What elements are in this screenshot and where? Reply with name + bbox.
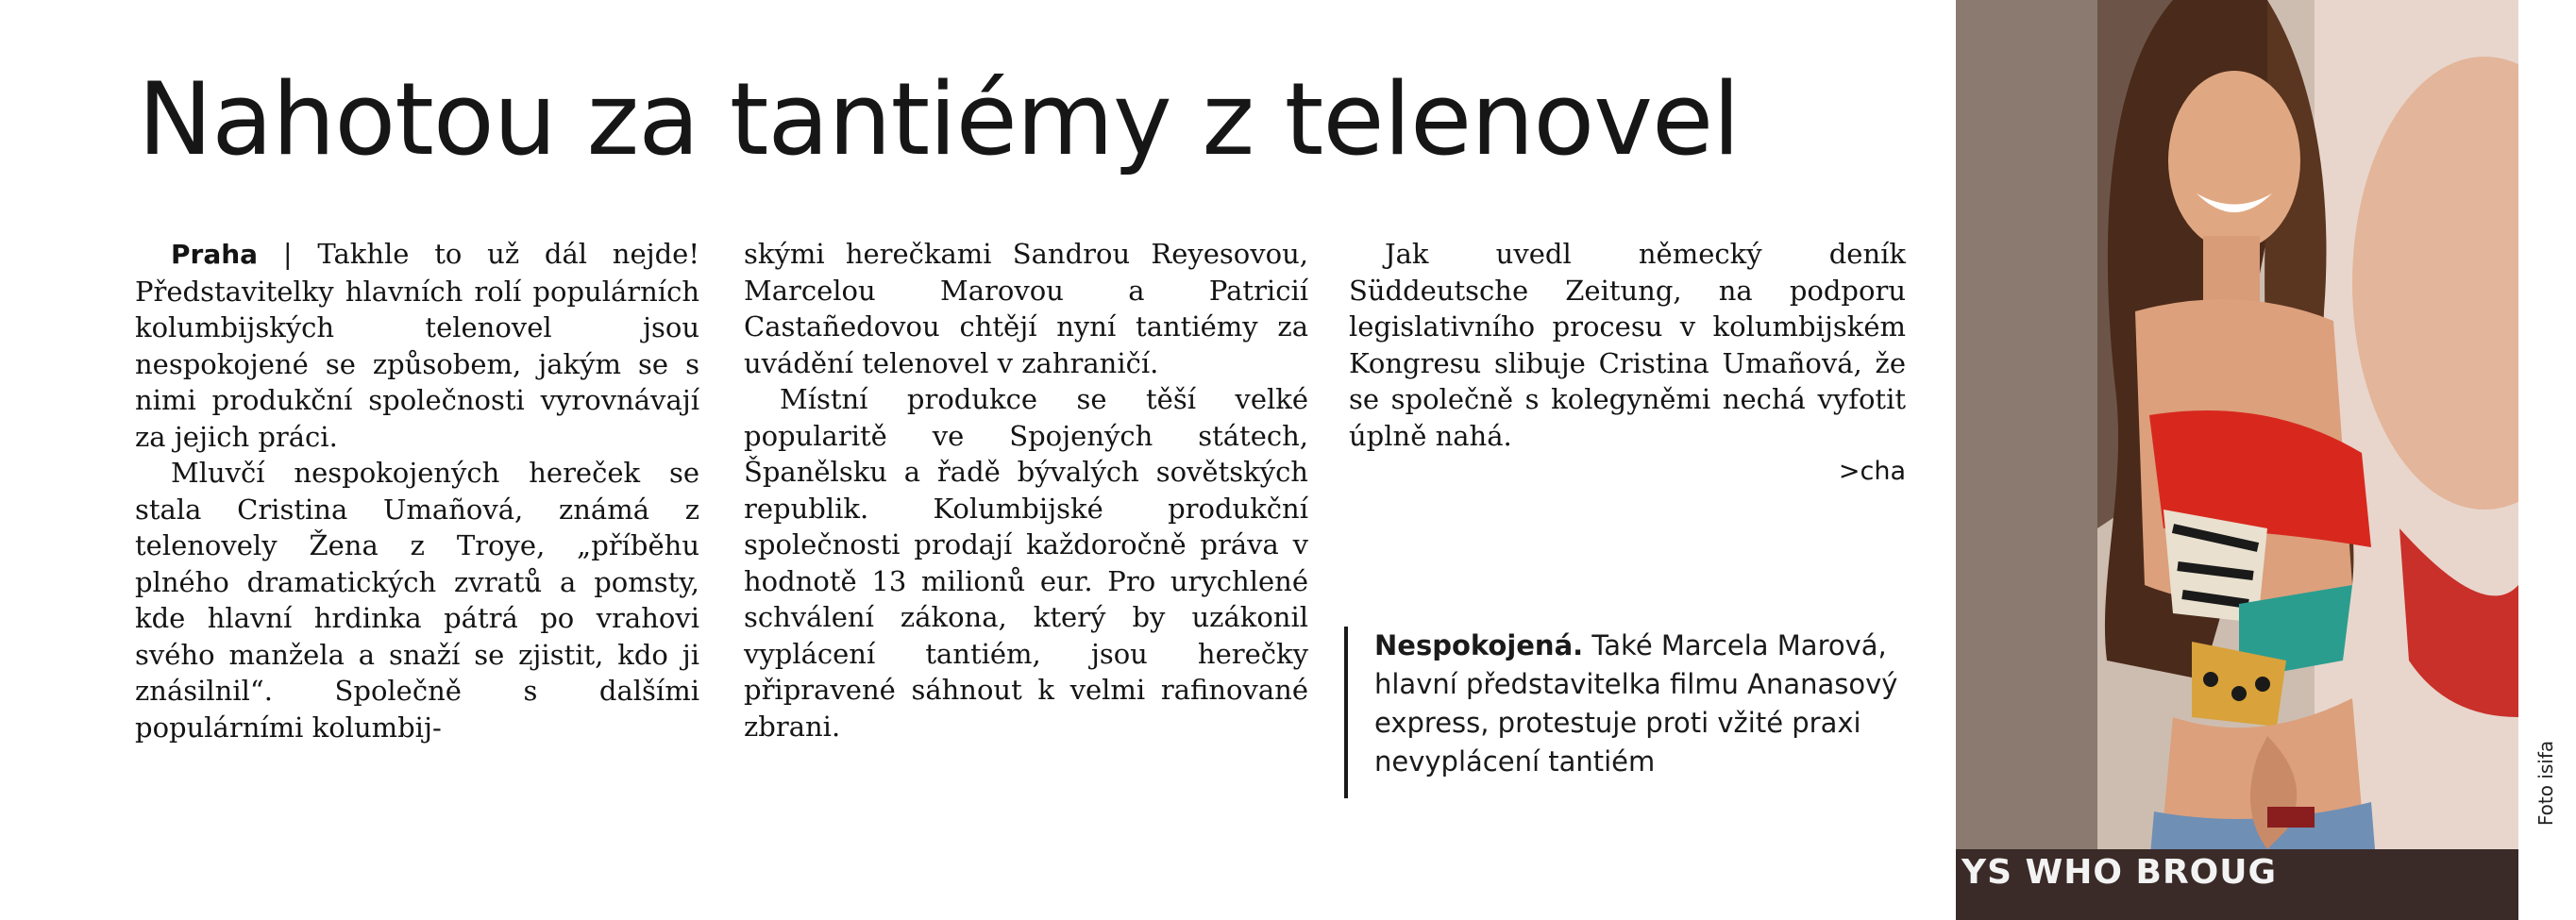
paragraph: Mluvčí nespokojených hereček se stala Cristina Umañová, známá z telenovely Žena z Troye, „příběhu plného dramatických zvratů a pomsty, kde hlavní hrdinka pátrá po vrahovi svého manžela a snaží se zjistit, kdo ji znásilnil“. Společně s dalšími populárními kolumbij- [135, 457, 699, 744]
paragraph [1349, 236, 1906, 491]
author-signature: >cha [1838, 457, 1906, 486]
paragraph-text: | Takhle to už dál nejde! Představitelky hlavních rolí populárních kolumbijských telenovel jsou nespokojené se způsobem, jakým se s nimi produkční společnosti vyrovnávají za jejich práci. [135, 238, 699, 453]
caption-lead: Nespokojená. [1374, 629, 1584, 661]
article-column-1 [135, 236, 699, 745]
article-column-2 [744, 236, 1308, 744]
poster-text: YS WHO BROUG [1961, 853, 2278, 892]
photo-caption [1344, 627, 1911, 798]
caption-text: Také Marcela Marová, hlavní představitelka filmu Ananasový express, protestuje proti vžité praxi nevyplácení tantiém [1374, 629, 1898, 778]
article-column-3 [1349, 236, 1906, 491]
article-photo [1956, 0, 2518, 920]
paragraph: Místní produkce se těší velké popularitě ve Spojených státech, Španělsku a řadě bývalých sovětských republik. Kolumbijské produkční společnosti prodají každoročně práva v hodnotě 13 milionů eur. Pro urychlené schválení zákona, který by uzákonil vyplácení tantiém, jsou herečky připravené sáhnout k velmi rafinované zbrani. [744, 383, 1308, 743]
paragraph [135, 236, 699, 455]
paragraph-text: Jak uvedl německý deník Süddeutsche Zeitung, na podporu legislativního procesu v kolumbijském Kongresu slibuje Cristina Umañová, že se společně s kolegyněmi nechá vyfotit úplně nahá. [1349, 238, 1906, 452]
photo-illustration [1956, 0, 2518, 920]
photo-credit-text: Foto isifa [2534, 740, 2557, 827]
paragraph: skými herečkami Sandrou Reyesovou, Marcelou Marovou a Patricií Castañedovou chtějí nyní tantiémy za uvádění telenovel v zahraničí. [744, 238, 1308, 379]
headline: Nahotou za tantiémy z telenovel [138, 61, 1740, 177]
dateline: Praha [171, 239, 259, 270]
photo-credit [2522, 698, 2569, 868]
